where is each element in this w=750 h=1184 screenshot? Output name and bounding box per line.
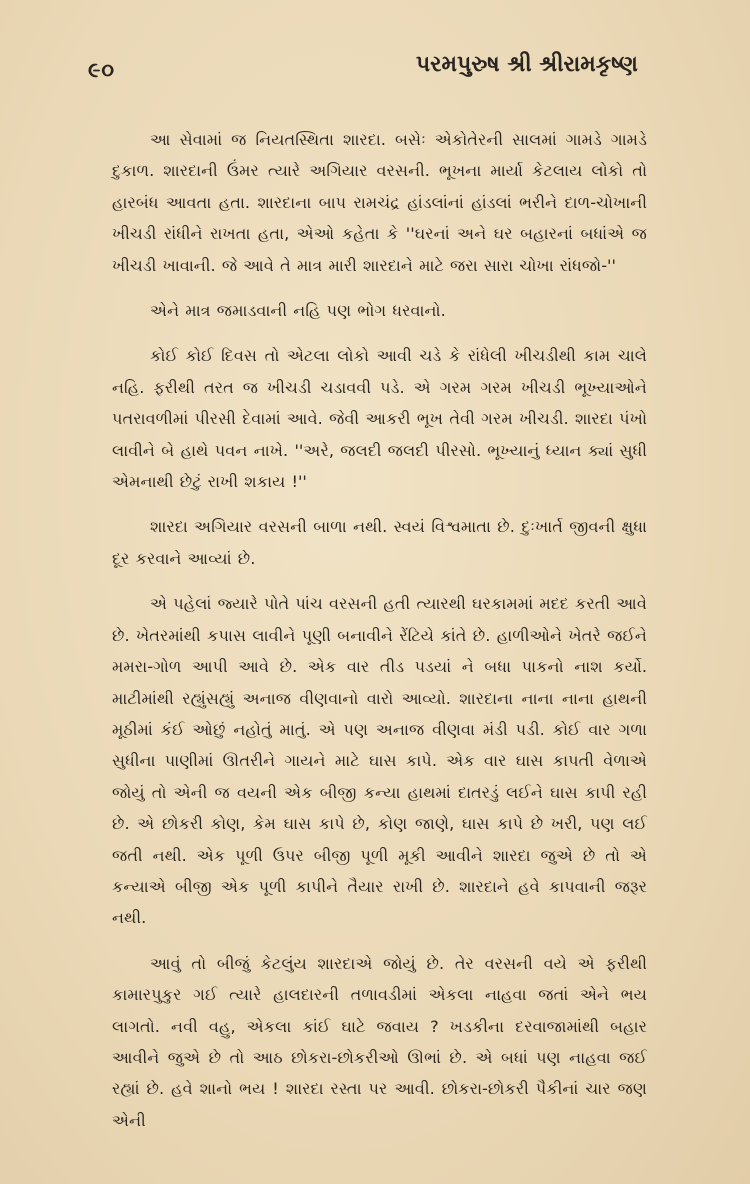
paragraph-1: આ સેવામાં જ નિયતસ્થિતા શારદા. બસેઃ એકોતેરની સાલમાં ગામડે ગામડે દુકાળ. શારદાની ઉંમર ત્યારે અગિયાર વરસની. ભૂખના માર્યા કેટલાય લોકો તો હારબંધ આવતા હતા. શારદાના બાપ રામચંદ્ર હાંડલાંનાં હાંડલાં ભરીને દાળ-ચોખાની ખીચડી રાંધીને રાખતા હતા, એઓ કહેતા કે ''ઘરનાં અને ઘર બહારનાં બધાંએ જ ખીચડી ખાવાની. જે આવે તે માત્ર મારી શારદાને માટે જરા સારા ચોખા રાંધજો-''	[112, 130, 647, 275]
paragraph-6: આવું તો બીજું કેટલુંય શારદાએ જોયું છે. તેર વરસની વયે એ ફરીથી કામારપુકુર ગઈ ત્યારે હાલદારની તળાવડીમાં એકલા નાહવા જતાં એને ભય લાગતો. નવી વહુ, એકલા કાંઈ ઘાટે જવાય ? ખડકીના દરવાજામાંથી બહાર આવીને જુએ છે તો આઠ છોકરા-છોકરીઓ ઊભાં છે. એ બધાં પણ નાહવા જઈ રહ્યાં છે. હવે શાનો ભય ! શારદા રસ્તા પર આવી. છોકરા-છોકરી પૈકીનાં ચાર જણ એની	[112, 953, 647, 1130]
paragraph-3: કોઈ કોઈ દિવસ તો એટલા લોકો આવી ચડે કે રાંધેલી ખીચડીથી કામ ચાલે નહિ. ફરીથી તરત જ ખીચડી ચડાવવી પડે. એ ગરમ ગરમ ખીચડી ભૂખ્યાઓને પતરાવળીમાં પીરસી દેવામાં આવે. જેવી આકરી ભૂખ તેવી ગરમ ખીચડી. શારદા પંખો લાવીને બે હાથે પવન નાખે. ''અરે, જલદી જલદી પીરસો. ભૂખ્યાનું ધ્યાન ક્યાં સુધી એમનાથી છેટું રાખી શકાય !''	[112, 346, 647, 492]
running-title: પરમપુરુષ શ્રી શ્રીરામકૃષ્ણ	[415, 52, 638, 77]
page-header	[88, 52, 638, 86]
body-text	[112, 124, 647, 1150]
paragraph-5: એ પહેલાં જ્યારે પોતે પાંચ વરસની હતી ત્યારથી ઘરકામમાં મદદ કરતી આવે છે. ખેતરમાંથી કપાસ લાવીને પૂણી બનાવીને રેંટિયે કાંતે છે. હાળીઓને ખેતરે જઈને મમરા-ગોળ આપી આવે છે. એક વાર તીડ પડયાં ને બધા પાકનો નાશ કર્યો. માટીમાંથી રહ્યુંસહ્યું અનાજ વીણવાનો વારો આવ્યો. શારદાના નાના નાના હાથની મૂઠીમાં કંઈ ઓછું નહોતું માતું. એ પણ અનાજ વીણવા મંડી પડી. કોઈ વાર ગળા સુધીના પાણીમાં ઊતરીને ગાયને માટે ઘાસ કાપે. એક વાર ઘાસ કાપતી વેળાએ જોયું તો એની જ વયની એક બીજી કન્યા હાથમાં દાતરડું લઈને ઘાસ કાપી રહી છે. એ છોકરી કોણ, કેમ ઘાસ કાપે છે, કોણ જાણે, ઘાસ કાપે છે ખરી, પણ લઈ જતી નથી. એક પૂળી ઉપર બીજી પૂળી મૂકી આવીને શારદા જુએ છે તો એ કન્યાએ બીજી એક પૂળી કાપીને તૈયાર રાખી છે. શારદાને હવે કાપવાની જરૂર નથી.	[112, 594, 647, 928]
paragraph-2: એને માત્ર જમાડવાની નહિ પણ ભોગ ધરવાનો.	[150, 301, 446, 321]
paragraph-4: શારદા અગિયાર વરસની બાળા નથી. સ્વયં વિશ્વમાતા છે. દુઃખાર્ત જીવની ક્ષુધા દૂર કરવાને આવ્યાં છે.	[112, 517, 647, 568]
page-number: ૯૦	[88, 58, 116, 82]
